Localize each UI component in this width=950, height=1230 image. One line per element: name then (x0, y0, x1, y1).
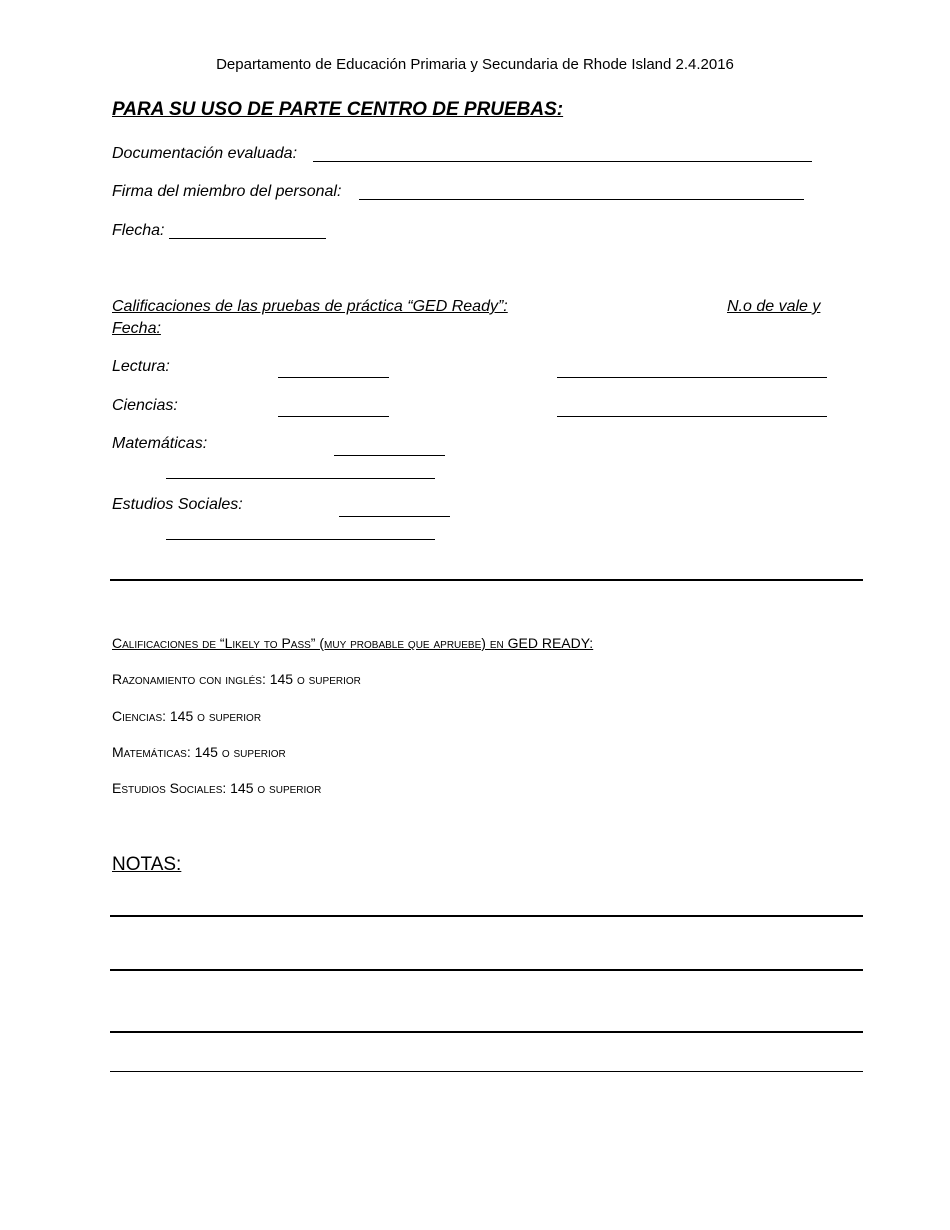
likely-to-pass-heading: Calificaciones de “Likely to Pass” (muy probable que apruebe) en GED READY: (112, 635, 594, 651)
section-divider (110, 579, 863, 581)
document-header: Departamento de Educación Primaria y Secundaria de Rhode Island 2.4.2016 (216, 56, 734, 73)
notes-heading: NOTAS: (112, 854, 182, 875)
documentation-field[interactable] (313, 144, 812, 162)
documentation-label: Documentación evaluada: (112, 145, 298, 162)
voucher-field-lectura[interactable] (557, 360, 827, 378)
subject-label-ciencias: Ciencias: (112, 397, 178, 414)
notes-line-4[interactable] (110, 1071, 863, 1072)
likely-to-pass-item: Razonamiento con inglés: 145 o superior (112, 671, 361, 687)
subject-label-lectura: Lectura: (112, 358, 170, 375)
date-label: Flecha: (112, 222, 165, 239)
practice-scores-heading: Calificaciones de las pruebas de práctica “GED Ready”: (112, 298, 508, 315)
score-field-ciencias[interactable] (278, 399, 389, 417)
notes-line-3[interactable] (110, 1031, 863, 1033)
voucher-heading: N.o de vale y (727, 298, 821, 315)
date-field[interactable] (169, 221, 326, 239)
score-field-lectura[interactable] (278, 360, 389, 378)
staff-signature-label: Firma del miembro del personal: (112, 183, 342, 200)
voucher-field-ciencias[interactable] (557, 399, 827, 417)
voucher-field-estudios-sociales[interactable] (166, 522, 435, 540)
likely-to-pass-item: Estudios Sociales: 145 o superior (112, 780, 322, 796)
score-field-estudios-sociales[interactable] (339, 499, 450, 517)
subject-label-matematicas: Matemáticas: (112, 435, 208, 452)
notes-line-2[interactable] (110, 969, 863, 971)
voucher-field-matematicas[interactable] (166, 461, 435, 479)
voucher-heading-date: Fecha: (112, 320, 161, 337)
notes-line-1[interactable] (110, 915, 863, 917)
staff-signature-field[interactable] (359, 182, 804, 200)
score-field-matematicas[interactable] (334, 438, 445, 456)
subject-label-estudios-sociales: Estudios Sociales: (112, 496, 243, 513)
page-title: PARA SU USO DE PARTE CENTRO DE PRUEBAS: (112, 99, 564, 120)
likely-to-pass-item: Ciencias: 145 o superior (112, 708, 262, 724)
likely-to-pass-item: Matemáticas: 145 o superior (112, 744, 286, 760)
